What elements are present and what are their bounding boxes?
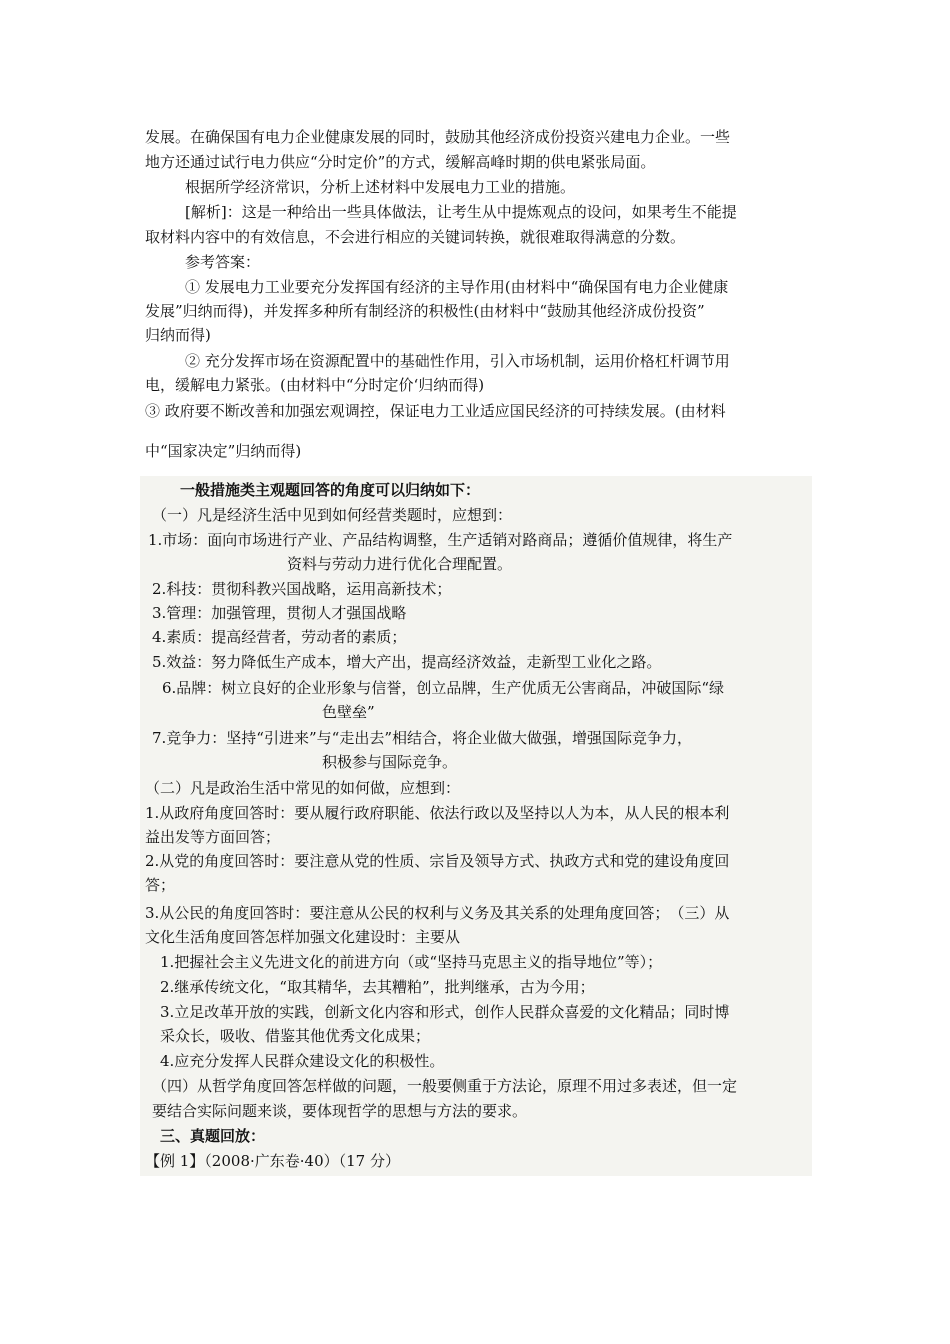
text-line: 1.把握社会主义先进文化的前进方向（或“坚持马克思主义的指导地位”等）； <box>160 953 663 971</box>
text-line: 5.效益：努力降低生产成本，增大产出，提高经济效益，走新型工业化之路。 <box>152 653 662 671</box>
text-line: 采众长，吸收、借鉴其他优秀文化成果； <box>160 1027 431 1045</box>
text-line: 资料与劳动力进行优化合理配置。 <box>287 555 513 573</box>
text-line: 7.竞争力：坚持“引进来”与“走出去”相结合，将企业做大做强，增强国际竞争力， <box>152 729 692 747</box>
text-line: 4.素质：提高经营者，劳动者的素质； <box>152 628 407 646</box>
text-line: （二）凡是政治生活中常见的如何做，应想到： <box>145 779 461 797</box>
text-line: 要结合实际问题来谈，要体现哲学的思想与方法的要求。 <box>152 1102 528 1120</box>
text-line: 积极参与国际竞争。 <box>322 753 458 771</box>
text-line: 参考答案： <box>185 253 261 271</box>
text-line: 益出发等方面回答； <box>145 828 281 846</box>
text-line: ① 发展电力工业要充分发挥国有经济的主导作用(由材料中“确保国有电力企业健康 <box>185 278 729 296</box>
text-line: （一）凡是经济生活中见到如何经营类题时，应想到： <box>152 506 513 524</box>
text-line: 发展”归纳而得)，并发挥多种所有制经济的积极性(由材料中“鼓励其他经济成份投资” <box>145 302 705 320</box>
text-line: 中“国家决定”归纳而得) <box>145 442 302 460</box>
text-line: 4.应充分发挥人民群众建设文化的积极性。 <box>160 1052 445 1070</box>
text-line: ③ 政府要不断改善和加强宏观调控，保证电力工业适应国民经济的可持续发展。(由材料 <box>145 402 726 420</box>
text-line: 2.从党的角度回答时：要注意从党的性质、宗旨及领导方式、执政方式和党的建设角度回 <box>145 852 730 870</box>
text-line: 电，缓解电力紧张。(由材料中“分时定价‘归纳而得) <box>145 376 485 394</box>
text-line: 文化生活角度回答怎样加强文化建设时：主要从 <box>145 928 461 946</box>
text-line: 1.从政府角度回答时：要从履行政府职能、依法行政以及坚持以人为本，从人民的根本利 <box>145 804 730 822</box>
text-line: 2.继承传统文化，“取其精华，去其糟粕”，批判继承，古为今用； <box>160 978 595 996</box>
text-line: 3.从公民的角度回答时：要注意从公民的权利与义务及其关系的处理角度回答； （三）从 <box>145 904 730 922</box>
text-line: [解析]：这是一种给出一些具体做法，让考生从中提炼观点的设问，如果考生不能提 <box>185 203 737 221</box>
text-line: 答； <box>145 876 176 894</box>
text-line: 根据所学经济常识，分析上述材料中发展电力工业的措施。 <box>185 178 576 196</box>
text-line: （四）从哲学角度回答怎样做的问题，一般要侧重于方法论，原理不用过多表述，但一定 <box>152 1077 738 1095</box>
text-line: 地方还通过试行电力供应“分时定价”的方式，缓解高峰时期的供电紧张局面。 <box>145 153 656 171</box>
text-line: 取材料内容中的有效信息，不会进行相应的关键词转换，就很难取得满意的分数。 <box>145 228 686 246</box>
text-line: 归纳而得) <box>145 326 211 344</box>
text-line: 色壁垒” <box>322 703 375 721</box>
text-line: 3.立足改革开放的实践，创新文化内容和形式，创作人民群众喜爱的文化精品；同时博 <box>160 1003 730 1021</box>
text-line: 一般措施类主观题回答的角度可以归纳如下： <box>180 481 481 499</box>
text-line: 1.市场：面向市场进行产业、产品结构调整，生产适销对路商品；遵循价值规律，将生产 <box>148 531 733 549</box>
text-line: 发展。在确保国有电力企业健康发展的同时，鼓励其他经济成份投资兴建电力企业。一些 <box>145 128 731 146</box>
text-line: 2.科技：贯彻科教兴国战略，运用高新技术； <box>152 580 452 598</box>
text-line: 三、真题回放： <box>160 1127 266 1145</box>
text-line: ② 充分发挥市场在资源配置中的基础性作用，引入市场机制，运用价格杠杆调节用 <box>185 352 730 370</box>
text-line: 3.管理：加强管理，贯彻人才强国战略 <box>152 604 407 622</box>
text-line: 【例 1】（2008·广东卷·40）（17 分） <box>145 1152 400 1170</box>
text-line: 6.品牌：树立良好的企业形象与信誉，创立品牌，生产优质无公害商品，冲破国际“绿 <box>162 679 724 697</box>
